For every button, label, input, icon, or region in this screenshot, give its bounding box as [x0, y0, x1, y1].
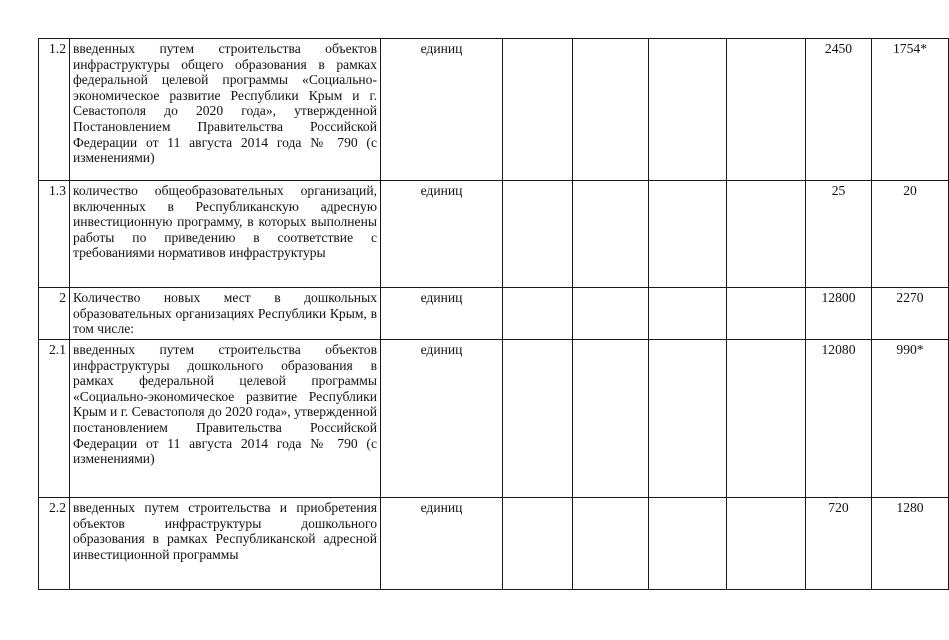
table-row: [39, 498, 949, 590]
row-description: введенных путем строительства объектов инфраструктуры общего образования в рамках федеральной целевой программы «Социально-экономическое развитие Республики Крым и г. Севастополя до 2020 года», утвержденной Постановлением Правительства Российской Федерации от 11 августа 2014 года № 790 (с изменениями): [70, 39, 381, 181]
empty-cell: [727, 288, 806, 340]
row-value-1: 12080: [806, 340, 872, 498]
empty-cell: [503, 498, 573, 590]
row-description: введенных путем строительства и приобретения объектов инфраструктуры дошкольного образования в рамках Республиканской адресной инвестиционной программы: [70, 498, 381, 590]
empty-cell: [503, 39, 573, 181]
row-value-1: 25: [806, 181, 872, 288]
row-value-2: 1280: [872, 498, 949, 590]
empty-cell: [649, 39, 727, 181]
empty-cell: [503, 181, 573, 288]
table-row: [39, 288, 949, 340]
row-unit: единиц: [381, 288, 503, 340]
row-unit: единиц: [381, 340, 503, 498]
row-value-1: 720: [806, 498, 872, 590]
indicators-table: [38, 38, 949, 590]
row-number: 2.1: [39, 340, 70, 498]
row-value-1: 12800: [806, 288, 872, 340]
row-number: 1.3: [39, 181, 70, 288]
row-number: 2.2: [39, 498, 70, 590]
empty-cell: [649, 340, 727, 498]
row-value-2: 1754*: [872, 39, 949, 181]
empty-cell: [573, 181, 649, 288]
row-description: Количество новых мест в дошкольных образовательных организациях Республики Крым, в том числе:: [70, 288, 381, 340]
empty-cell: [503, 288, 573, 340]
row-value-2: 20: [872, 181, 949, 288]
row-value-2: 2270: [872, 288, 949, 340]
empty-cell: [727, 181, 806, 288]
row-number: 2: [39, 288, 70, 340]
row-value-2: 990*: [872, 340, 949, 498]
empty-cell: [649, 288, 727, 340]
row-unit: единиц: [381, 39, 503, 181]
row-description: количество общеобразовательных организаций, включенных в Республиканскую адресную инвестиционную программу, в которых выполнены работы по приведению в соответствие с требованиями нормативов инфраструктуры: [70, 181, 381, 288]
empty-cell: [727, 39, 806, 181]
empty-cell: [727, 340, 806, 498]
row-unit: единиц: [381, 181, 503, 288]
empty-cell: [573, 498, 649, 590]
empty-cell: [649, 498, 727, 590]
empty-cell: [649, 181, 727, 288]
row-number: 1.2: [39, 39, 70, 181]
table-row: [39, 181, 949, 288]
row-unit: единиц: [381, 498, 503, 590]
empty-cell: [573, 39, 649, 181]
table-row: [39, 340, 949, 498]
empty-cell: [573, 288, 649, 340]
empty-cell: [573, 340, 649, 498]
row-description: введенных путем строительства объектов инфраструктуры дошкольного образования в рамках федеральной целевой программы «Социально-экономическое развитие Республики Крым и г. Севастополя до 2020 года», утвержденной постановлением Правительства Российской Федерации от 11 августа 2014 года № 790 (с изменениями): [70, 340, 381, 498]
row-value-1: 2450: [806, 39, 872, 181]
empty-cell: [503, 340, 573, 498]
empty-cell: [727, 498, 806, 590]
table-row: [39, 39, 949, 181]
